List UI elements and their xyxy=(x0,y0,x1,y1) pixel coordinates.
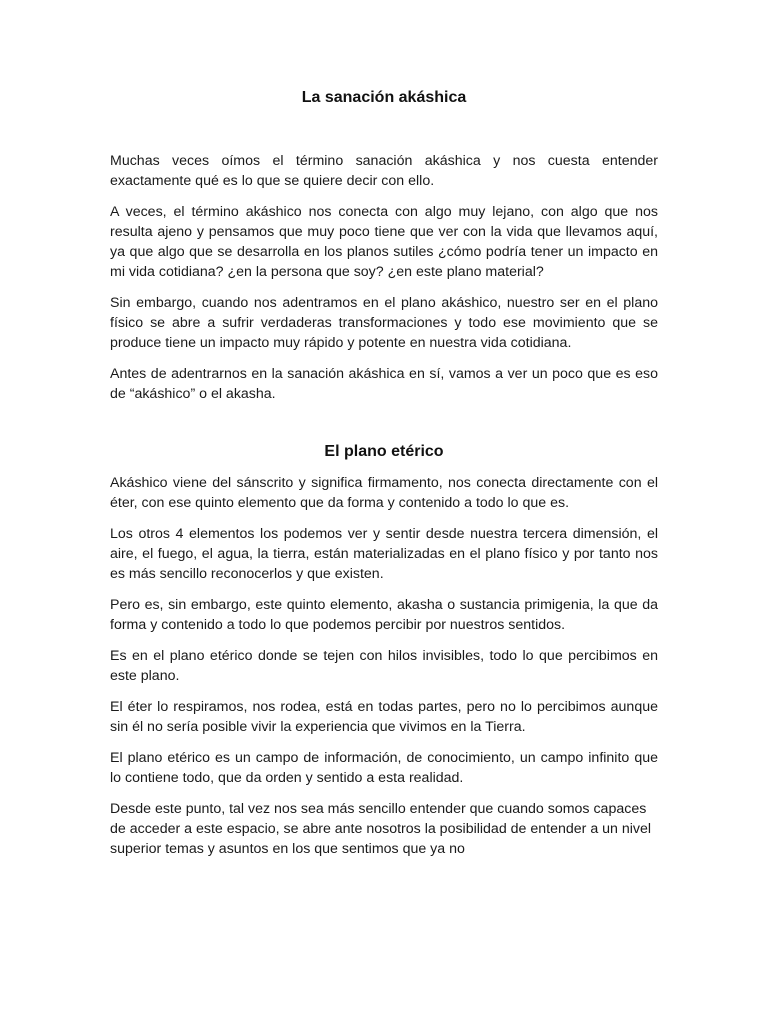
section-paragraph-7: Desde este punto, tal vez nos sea más sencillo entender que cuando somos capaces de acceder a este espacio, se abre ante nosotros la posibilidad de entender a un nivel superior temas y asuntos en los que sentimos que ya no xyxy=(110,801,652,857)
section-paragraph-5: El éter lo respiramos, nos rodea, está en todas partes, pero no lo percibimos aunque sin él no sería posible vivir la experiencia que vivimos en la Tierra. xyxy=(110,699,658,735)
intro-paragraph-2: A veces, el término akáshico nos conecta con algo muy lejano, con algo que nos resulta ajeno y pensamos que muy poco tiene que ver con la vida que llevamos aquí, ya que algo que se desarrolla en los planos sutiles ¿cómo podría tener un impacto en mi vida cotidiana? ¿en la persona que soy? ¿en este plano material? xyxy=(110,204,658,280)
section-title: El plano etérico xyxy=(324,443,444,460)
section-paragraph-2: Los otros 4 elementos los podemos ver y sentir desde nuestra tercera dimensión, el aire, el fuego, el agua, la tierra, están materializadas en el plano físico y por tanto nos es más sencillo reconocerlos y que existen. xyxy=(110,526,658,582)
section-paragraph-6: El plano etérico es un campo de información, de conocimiento, un campo infinito que lo contiene todo, que da orden y sentido a esta realidad. xyxy=(110,750,658,786)
section-paragraph-4: Es en el plano etérico donde se tejen con hilos invisibles, todo lo que percibimos en este plano. xyxy=(110,648,658,684)
intro-paragraph-1: Muchas veces oímos el término sanación akáshica y nos cuesta entender exactamente qué es lo que se quiere decir con ello. xyxy=(110,153,658,189)
section-paragraph-3: Pero es, sin embargo, este quinto elemento, akasha o sustancia primigenia, la que da forma y contenido a todo lo que podemos percibir por nuestros sentidos. xyxy=(110,597,658,633)
document-page xyxy=(110,88,658,870)
intro-paragraph-3: Sin embargo, cuando nos adentramos en el plano akáshico, nuestro ser en el plano físico se abre a sufrir verdaderas transformaciones y todo ese movimiento que se produce tiene un impacto muy rápido y potente en nuestra vida cotidiana. xyxy=(110,295,658,351)
intro-paragraph-4: Antes de adentrarnos en la sanación akáshica en sí, vamos a ver un poco que es eso de “akáshico” o el akasha. xyxy=(110,366,658,402)
document-title: La sanación akáshica xyxy=(301,89,467,106)
section-paragraph-1: Akáshico viene del sánscrito y significa firmamento, nos conecta directamente con el éter, con ese quinto elemento que da forma y contenido a todo lo que es. xyxy=(110,475,658,511)
